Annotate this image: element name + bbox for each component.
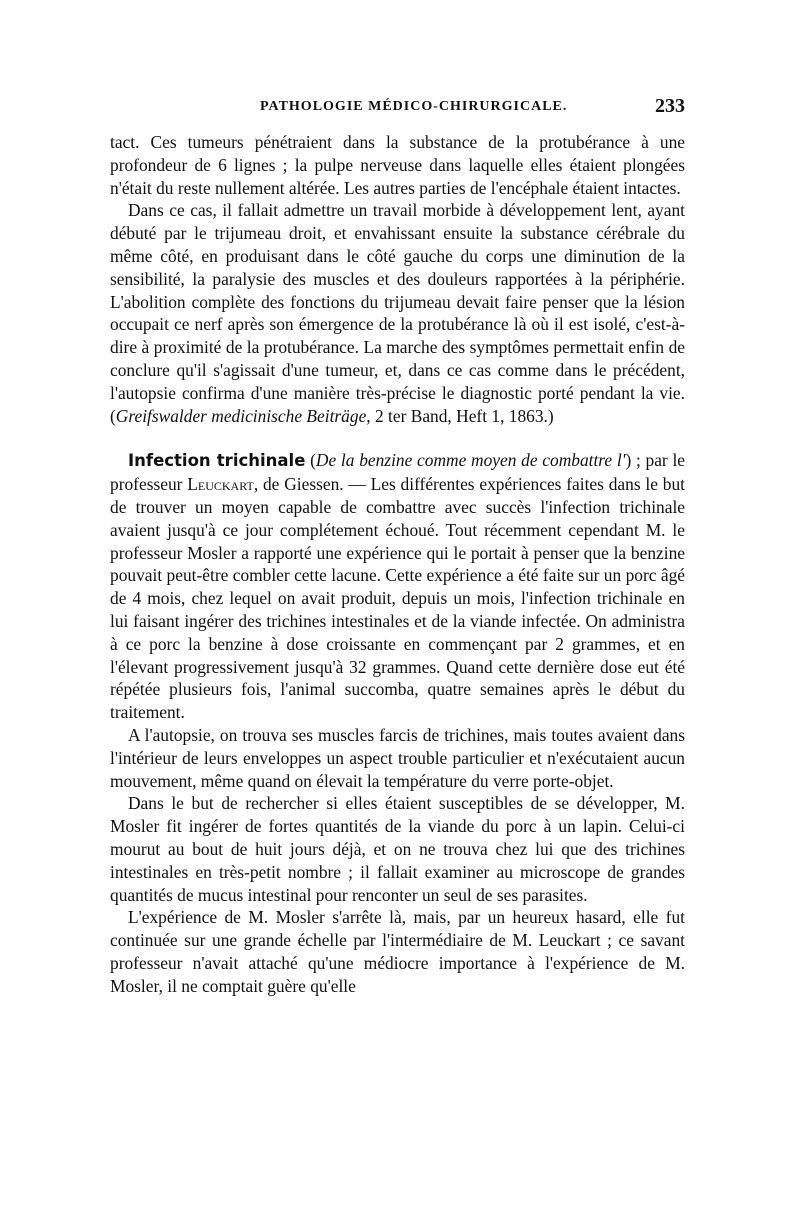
paragraph-3-text: , de Giessen. — Les différentes expériences faites dans le but de trouver un moyen capable de combattre avec succès l'infection trichinale avaient jusqu'à ce jour complétement échoué. Tout récemment cependant M. le professeur Mosler a rapporté une expérience qui le portait à penser que la benzine pouvait peut-être combler cette lacune. Cette expérience a été faite sur un porc âgé de 4 mois, chez lequel on avait produit, depuis un mois, l'infection trichinale en lui faisant ingérer des trichines intestinales et de la viande infectée. On administra à ce porc la benzine à dose croissante en commençant par 2 grammes, et en l'élevant progressivement jusqu'à 32 grammes. Quand cette dernière dose eut été répétée plusieurs fois, l'animal succomba, quatre semaines après le début du traitement. <box>110 474 685 723</box>
running-title: PATHOLOGIE MÉDICO-CHIRURGICALE. <box>260 99 568 114</box>
body-text <box>110 131 685 997</box>
paragraph-4: A l'autopsie, on trouva ses muscles farcis de trichines, mais toutes avaient dans l'intérieur de leurs enveloppes un aspect trouble particulier et n'exécutaient aucun mouvement, même quand on élevait la température du verre porte-objet. <box>110 724 685 791</box>
paragraph-2 <box>110 199 685 427</box>
paragraph-6: L'expérience de M. Mosler s'arrête là, mais, par un heureux hasard, elle fut continuée sur une grande échelle par l'intermédiaire de M. Leuckart ; ce savant professeur n'avait attaché qu'une médiocre importance à l'expérience de M. Mosler, il ne comptait guère qu'elle <box>110 907 685 996</box>
subtitle-open: ( <box>305 450 316 471</box>
section-subtitle: De la benzine comme moyen de combattre l' <box>315 450 626 471</box>
paragraph-3 <box>110 449 685 724</box>
citation-title: Greifswalder medicinische Beiträge <box>115 405 367 426</box>
author-name: Leuckart <box>187 474 254 495</box>
page-header <box>110 95 685 123</box>
page-number: 233 <box>655 95 685 117</box>
section-heading: Infection trichinale <box>128 451 306 471</box>
paragraph-5: Dans le but de rechercher si elles étaient susceptibles de se développer, M. Mosler fit ingérer de fortes quantités de la viande du porc à un lapin. Celui-ci mourut au bout de huit jours déjà, et on ne trouva chez lui que des trichines intestinales en très-petit nombre ; il fallait examiner au microscope de grandes quantités de mucus intestinal pour renconter un seul de ses parasites. <box>110 793 685 905</box>
paragraph-1: tact. Ces tumeurs pénétraient dans la substance de la protubérance à une profondeur de 6 lignes ; la pulpe nerveuse dans laquelle elles étaient plongées n'était du reste nullement altérée. Les autres parties de l'encéphale étaient intactes. <box>110 132 685 198</box>
paragraph-2-text: Dans ce cas, il fallait admettre un travail morbide à développement lent, ayant débuté par le trijumeau droit, et envahissant ensuite la substance cérébrale du même côté, en produisant dans le côté gauche du corps une diminution de la sensibilité, la paralysie des muscles et des douleurs rapportées à la périphérie. L'abolition complète des fonctions du trijumeau devait faire penser que la lésion occupait ce nerf après son émergence de la protubérance là où il est isolé, c'est-à-dire à proximité de la protubérance. La marche des symptômes permettait enfin de conclure qu'il s'agissait d'une tumeur, et, dans ce cas comme dans le précédent, l'autopsie confirma d'une manière très-précise le diagnostic porté pendant la vie. ( <box>110 200 685 426</box>
citation-details: , 2 ter Band, Heft 1, 1863.) <box>366 405 554 426</box>
subtitle-close: ) ; par le professeur <box>110 450 686 495</box>
